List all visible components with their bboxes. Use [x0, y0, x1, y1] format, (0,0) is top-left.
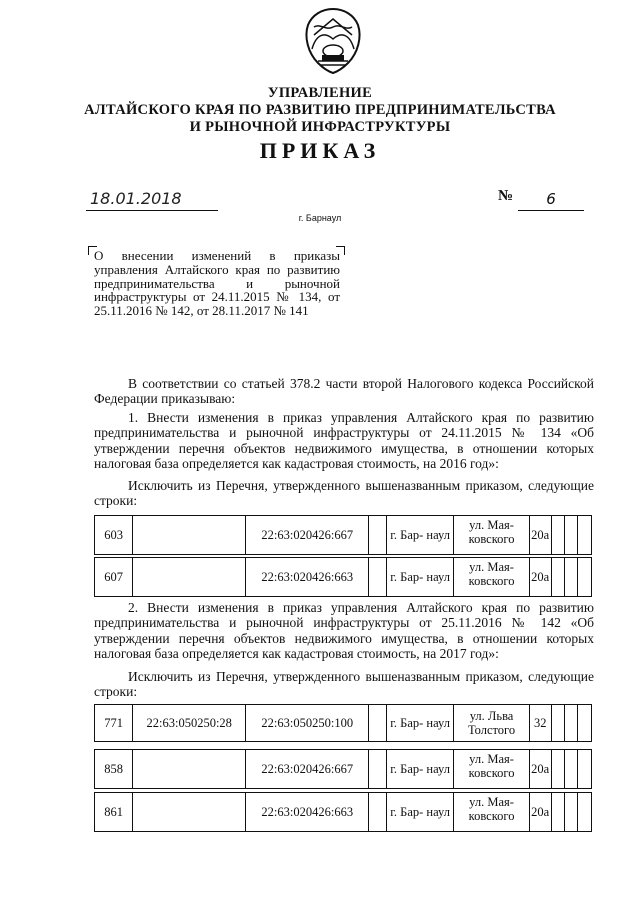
- table-row: [94, 515, 592, 555]
- empty-cell: [565, 705, 578, 742]
- cadastral-number-2: 22:63:020426:667: [246, 516, 369, 555]
- cadastral-number-1: [133, 750, 246, 789]
- table-row: [94, 557, 592, 597]
- header-line-3: И РЫНОЧНОЙ ИНФРАСТРУКТУРЫ: [189, 119, 451, 135]
- city-cell: г. Бар- наул: [386, 558, 453, 597]
- empty-cell: [578, 558, 592, 597]
- table-row: [94, 792, 592, 832]
- house-cell: 32: [529, 705, 551, 742]
- house-cell: 20а: [529, 558, 551, 597]
- empty-cell: [578, 750, 592, 789]
- street-cell: ул. Льва Толстого: [454, 705, 530, 742]
- exclude-2-paragraph: Исключить из Перечня, утвержденного вышеназванным приказом, следующие строки:: [94, 669, 594, 700]
- exclude-1-paragraph: Исключить из Перечня, утвержденного вышеназванным приказом, следующие строки:: [94, 478, 594, 509]
- empty-cell: [369, 750, 387, 789]
- house-cell: 20а: [529, 793, 551, 832]
- cadastral-number-1: 22:63:050250:28: [133, 705, 246, 742]
- row-number: 603: [95, 516, 133, 555]
- empty-cell: [369, 558, 387, 597]
- row-number: 607: [95, 558, 133, 597]
- house-cell: 20а: [529, 750, 551, 789]
- street-cell: ул. Мая- ковского: [454, 793, 530, 832]
- cadastral-number-2: 22:63:020426:663: [246, 558, 369, 597]
- issue-city: г. Барнаул: [298, 213, 342, 223]
- row-number: 771: [95, 705, 133, 742]
- street-cell: ул. Мая- ковского: [454, 516, 530, 555]
- row-number: 861: [95, 793, 133, 832]
- city-cell: г. Бар- наул: [386, 705, 453, 742]
- city-cell: г. Бар- наул: [386, 793, 453, 832]
- empty-cell: [551, 705, 564, 742]
- empty-cell: [551, 558, 564, 597]
- empty-cell: [369, 705, 387, 742]
- empty-cell: [565, 558, 578, 597]
- house-cell: 20а: [529, 516, 551, 555]
- empty-cell: [565, 793, 578, 832]
- cadastral-number-2: 22:63:020426:667: [246, 750, 369, 789]
- table-row: [94, 749, 592, 789]
- document-date: 18.01.2018: [86, 190, 218, 211]
- empty-cell: [578, 793, 592, 832]
- empty-cell: [551, 750, 564, 789]
- row-number: 858: [95, 750, 133, 789]
- street-cell: ул. Мая- ковского: [454, 558, 530, 597]
- cadastral-number-2: 22:63:020426:663: [246, 793, 369, 832]
- item-2-paragraph: 2. Внести изменения в приказ управления Алтайского края по развитию предпринимательства и рыночной инфраструктуры от 25.11.2016 № 142 «Об утверждении перечня объектов недвижимого имущества, в отношении которых налоговая база определяется как кадастровая стоимость, на 2017 год»:: [94, 600, 594, 662]
- document-number: 6: [518, 190, 584, 211]
- empty-cell: [578, 705, 592, 742]
- empty-cell: [565, 750, 578, 789]
- header-line-1: УПРАВЛЕНИЕ: [267, 85, 373, 101]
- empty-cell: [551, 516, 564, 555]
- cadastral-number-1: [133, 793, 246, 832]
- city-cell: г. Бар- наул: [386, 516, 453, 555]
- cadastral-number-2: 22:63:050250:100: [246, 705, 369, 742]
- empty-cell: [565, 516, 578, 555]
- empty-cell: [551, 793, 564, 832]
- cadastral-number-1: [133, 516, 246, 555]
- street-cell: ул. Мая- ковского: [454, 750, 530, 789]
- empty-cell: [369, 793, 387, 832]
- header-line-2: АЛТАЙСКОГО КРАЯ ПО РАЗВИТИЮ ПРЕДПРИНИМАТЕЛЬСТВА: [84, 102, 556, 118]
- preamble-paragraph: В соответствии со статьей 378.2 части второй Налогового кодекса Российской Федерации приказываю:: [94, 376, 594, 407]
- item-1-paragraph: 1. Внести изменения в приказ управления Алтайского края по развитию предпринимательства и рыночной инфраструктуры от 24.11.2015 № 134 «Об утверждении перечня объектов недвижимого имущества, в отношении которых налоговая база определяется как кадастровая стоимость, на 2016 год»:: [94, 410, 594, 472]
- table-row: [94, 704, 592, 742]
- document-type-title: ПРИКАЗ: [259, 138, 381, 163]
- document-subject: О внесении изменений в приказы управления Алтайского края по развитию предпринимательства и рыночной инфраструктуры от 24.11.2015 № 134, от 25.11.2016 № 142, от 28.11.2017 № 141: [94, 248, 340, 319]
- altai-coat-of-arms-emblem: [300, 5, 366, 75]
- number-label: №: [498, 188, 514, 204]
- empty-cell: [369, 516, 387, 555]
- cadastral-number-1: [133, 558, 246, 597]
- city-cell: г. Бар- наул: [386, 750, 453, 789]
- empty-cell: [578, 516, 592, 555]
